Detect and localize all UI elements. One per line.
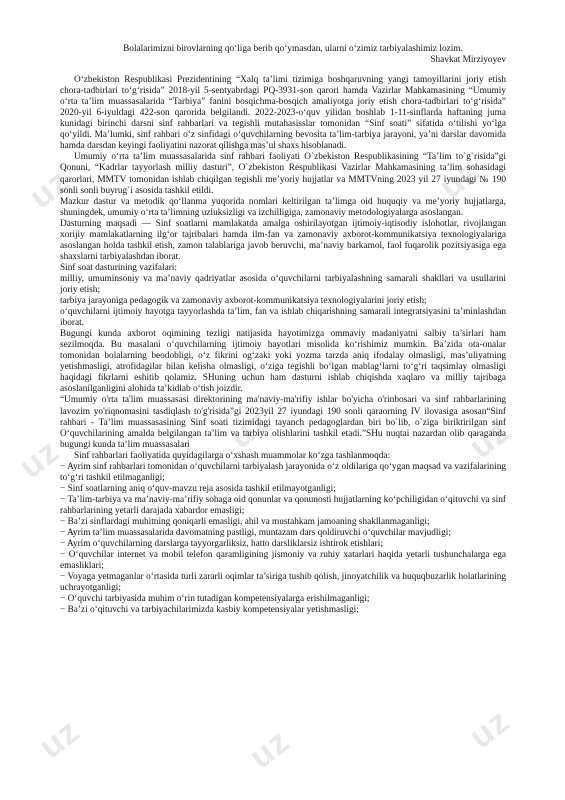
- problem-list-item: − Ba’zi sinflardagi muhitning qoniqarli emasligi, ahil va mustahkam jamoaning shakllanmaganligi;: [60, 516, 430, 527]
- body-paragraph: Umumiy o‘rta ta’lim muassasalarida sinf rahbari faoliyati O`zbekiston Respublikasining “Ta’lim to`g`risida”gi Qonuni, “Kadrlar tayyorlash milliy dasturi”, O`zbekiston Respublikasi Vazirlar Mahkamasining ta’lim sohasidagi qarorlari, MMTV tomonidan ishlab chiqilgan tegishli me’yoriy hujjatlar va MMTVning 2023 yil 27 iyundagi № 190 sonli sonli buyrug`i asosida tashkil etildi.: [60, 152, 506, 196]
- epigraph-quote: Bolalarimizni birovlarning qo‘liga berib qo‘ymasdan, ularni o‘zimiz tarbiyalashimiz lozim.: [123, 44, 463, 54]
- body-paragraph: Dasturning maqsadi — Sinf soatlarni mamlakatda amalga oshirilayotgan ijtimoiy-iqtisodiy islohotlar, rivojlangan xorijiy mamlakatlarning ilg‘or tajribalari hamda ilm-fan va zamonaviy axborot-kommunikatsiya texnologiyalariga asoslangan holda tashkil etish, zamon talablariga javob beruvchi, ma’naviy barkamol, faol fuqarolik pozitsiyasiga ega shaxslarni tarbiyalashdan iborat.: [60, 218, 506, 262]
- body-paragraph: Sinf soat dasturining vazifalari:: [60, 262, 177, 273]
- body-paragraph: tarbiya jarayoniga pedagogik va zamonaviy axborot-kommunikatsiya texnologiyalarini joriy etish;: [60, 296, 427, 307]
- problem-list-item: − Ayrim ta’lim muassasalarida davomatning pastligi, muntazam dars qoldiruvchi o‘quvchilar mavjudligi;: [60, 528, 451, 539]
- problem-list-item: − Ayrim o‘quvchilarning darslarga tayyorgarliksiz, hatto darsliklarsiz ishtirok etishlari;: [60, 539, 383, 550]
- watermark: uz: [462, 701, 517, 757]
- problem-list-item: − O‘quvchi tarbiyasida muhim o‘rin tutadigan kompetensiyalarga erishilmaganligi;: [60, 594, 370, 605]
- problem-list-item: − Ta’lim-tarbiya va ma’naviy-ma’rifiy sohaga oid qonunlar va qonunosti hujjatlarning ko‘pchiligidan o‘qituvchi va sinf rahbarlarining yetarli darajada xabardor emasligi;: [60, 494, 506, 516]
- document-body: [60, 75, 506, 616]
- problem-list-item: − O‘quvchilar internet va mobil telefon qaramligining jismoniy va ruhiy xatarlari haqida yetarli tushunchalarga ega emasliklari;: [60, 550, 506, 572]
- problem-list-item: − Ayrim sinf rahbarlari tomonidan o‘quvchilarni tarbiyalash jarayonida o‘z oldilariga qo‘ygan maqsad va vazifalarining to‘g‘ri tashkil etilmaganligi;: [60, 461, 506, 483]
- body-paragraph: Sinf rahbarlari faoliyatida quyidagilarga o‘xshash muammolar ko‘zga tashlanmoqda:: [74, 450, 391, 461]
- watermark: uz: [222, 401, 277, 457]
- body-paragraph: Bugungi kunda axborot oqimining tezligi natijasida hayotimizga ommaviy madaniyatni salbiy ta’sirlari ham sezilmoqda. Bu masalani o‘quvchilarning ijtimoiy hayotlari misolida ko‘rishimiz mumkin. Ba’zida ota-onalar tomonidan bolalarning beodobligi, o‘z fikrini og‘zaki yoki yozma tarzda aniq ifodalay olmasligi, mas’uliyatning yetishmasligi, atrofidagilar bilan kelisha olmasligi, o‘ziga tegishli bo‘lgan mablag‘larni to‘g‘ri taqsimlay olmasligi haqidagi fikrlarni eshitib qolamiz. SHuning uchun ham dasturni ishlab chiqishda xaqlaro va milliy tajribaga asoslanilganligini alohida ta’kidlab o‘tish joizdir.: [60, 329, 506, 395]
- watermark: uz: [242, 721, 297, 777]
- body-paragraph: O‘zbekiston Respublikasi Prezidentining “Xalq ta’limi tizimiga boshqaruvning yangi tamoyillarini joriy etish chora-tadbirlari to‘g‘risida” 2018-yil 5-sentyabrdagi PQ-3931-son qarori hamda Vazirlar Mahkamasining “Umumiy o‘rta ta’lim muassasalarida “Tarbiya” fanini bosqichma-bosqich amaliyotga joriy etish chora-tadbirlari to‘g‘risida” 2020-yil 6-iyuldagi 422-son qarorida belgilandi. 2022-2023-o‘quv yilidan boshlab 1-11-sinflarda haftaning juma kunidagi birinchi darsni sinf rahbarlari va tegishli mutahasisslar tomonidan “Sinf soati” sifatida o‘tilishi yo‘lga qo‘yildi. Ma’lumki, sinf rahbari o‘z sinfidagi o‘quvchilarning bevosita ta’lim-tarbiya jarayoni, ya’ni darslar davomida hamda darsdan keyingi faoliyatini nazorat qilishga mas’ul shaxs hisoblanadi.: [60, 75, 506, 152]
- document-page: [60, 44, 506, 616]
- problem-list-item: − Sinf soatlarning aniq o‘quv-mavzu reja asosida tashkil etilmayotganligi;: [60, 483, 336, 494]
- body-paragraph: milliy, umuminsoniy va ma’naviy qadriyatlar asosida o‘quvchilarni tarbiyalashning samarali shakllari va usullarini joriy etish;: [60, 273, 506, 295]
- watermark: uz: [32, 711, 87, 767]
- watermark: uz: [462, 411, 517, 467]
- epigraph-author: Shavkat Mirziyoyev: [430, 55, 506, 66]
- watermark: uz: [432, 151, 487, 207]
- watermark: uz: [22, 161, 77, 217]
- watermark: uz: [12, 431, 67, 487]
- body-paragraph: Mazkur dastur va metodik qo‘llanma yuqorida nomlari keltirilgan ta’limga oid huquqiy va me’yoriy hujjatlarga, shuningdek, umumiy o‘rta ta’limning uzluksizligi va izchilligiga, zamonaviy metodologiyalarga asoslangan.: [60, 196, 506, 218]
- problem-list-item: − Voyaga yetmaganlar o‘rtasida turli zararli oqimlar ta’siriga tushib qolish, jinoyatchilik va huquqbuzarlik holatlarining uchrayotganligi;: [60, 572, 506, 594]
- body-paragraph: o‘quvchilarni ijtimoiy hayotga tayyorlashda ta’lim, fan va ishlab chiqarishning samarali integratsiyasini ta’minlashdan iborat.: [60, 307, 506, 329]
- problem-list-item: − Ba’zi o‘qituvchi va tarbiyachilarimizda kasbiy kompetensiyalar yetishmasligi;: [60, 605, 359, 616]
- body-paragraph: “Umumiy o'rta ta'lim muassasasi direktorining ma'naviy-ma'rifiy ishlar bo'yicha o'rinbosari va sinf rahbarlarining lavozim yo'riqnomasini tasdiqlash to'g'risida”gi 2023yil 27 iyundagi 190 sonli qaraorning IV ilovasiga asosan“Sinf rahbari - Ta’lim muassasasining Sinf soati tizimidagi tayanch pedagoglardan biri bo`lib, o`ziga biriktirilgan sinf O‘quvchilarining amalda belgilangan ta’lim va tarbiya olishlarini tashkil etadi.”SHu nuqtai nazardan olib qaraganda bugungi kunda ta’lim muassasalari: [60, 395, 506, 450]
- watermark: uz: [222, 111, 277, 167]
